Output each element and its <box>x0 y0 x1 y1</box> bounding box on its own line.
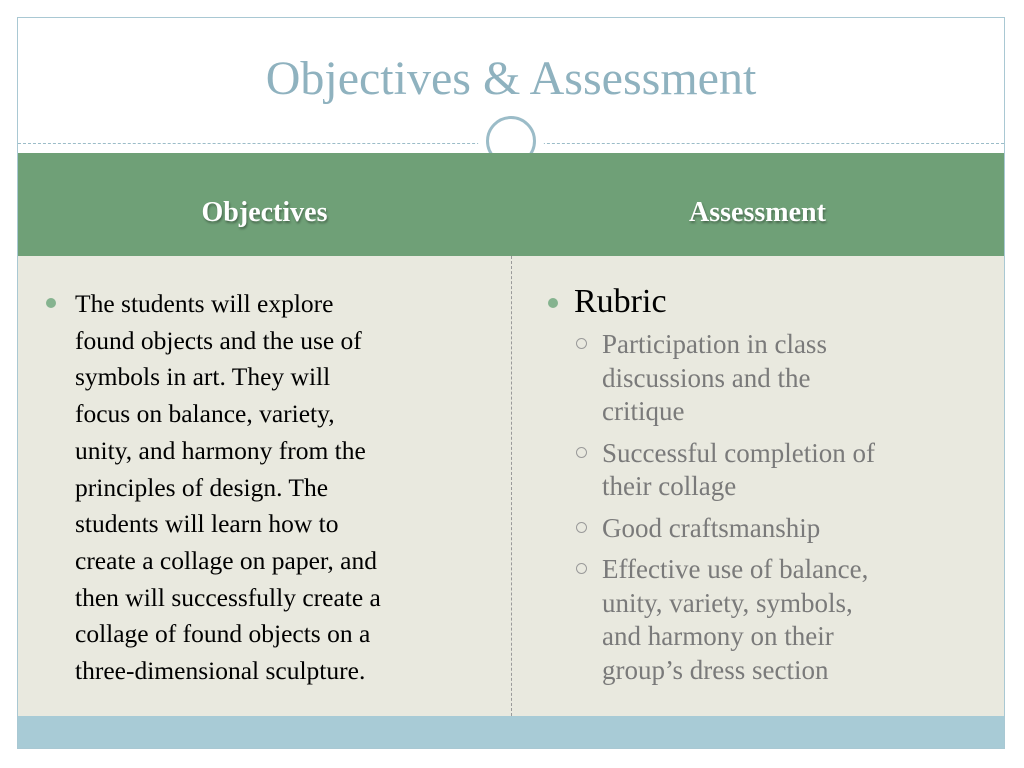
rubric-label: Rubric <box>574 283 667 320</box>
objectives-line: three-dimensional sculpture. <box>75 656 366 686</box>
objectives-line: focus on balance, variety, <box>75 399 335 429</box>
objectives-line: The students will explore <box>75 289 334 318</box>
objectives-line: create a collage on paper, and <box>75 545 377 575</box>
criterion-text <box>602 553 868 687</box>
criterion-text <box>602 437 875 504</box>
objectives-line: collage of found objects on a <box>75 619 371 649</box>
criterion-text <box>602 328 827 429</box>
table-body <box>18 256 1004 716</box>
ring-bullet-icon <box>576 338 587 349</box>
objectives-line: students will learn how to <box>75 509 339 539</box>
objectives-line: symbols in art. They will <box>75 362 331 392</box>
criterion-line: Successful completion of <box>602 437 875 468</box>
rubric-criterion <box>576 328 984 429</box>
criterion-line: Good craftsmanship <box>602 512 821 543</box>
criterion-text <box>602 512 820 546</box>
objectives-line: principles of design. The <box>75 472 329 502</box>
objectives-line: found objects and the use of <box>75 325 362 355</box>
objectives-bullet <box>46 286 491 690</box>
criterion-line: their collage <box>602 471 737 501</box>
header-assessment: Assessment <box>689 197 826 228</box>
criterion-line: Effective use of balance, <box>602 554 869 584</box>
header-objectives: Objectives <box>201 197 328 228</box>
criterion-line: and harmony on their <box>602 621 834 651</box>
table-header <box>18 153 1004 256</box>
objectives-line: unity, and harmony from the <box>75 435 366 465</box>
ring-bullet-icon <box>576 522 587 533</box>
objectives-line: then will successfully create a <box>75 582 381 612</box>
rubric-criteria-list <box>548 328 984 687</box>
criterion-line: critique <box>602 396 685 426</box>
slide-title: Objectives & Assessment <box>265 52 757 105</box>
rubric-bullet <box>548 282 984 322</box>
objectives-text <box>75 286 381 690</box>
criterion-line: Participation in class <box>602 329 827 359</box>
ring-bullet-icon <box>576 447 587 458</box>
criterion-line: discussions and the <box>602 362 811 393</box>
bullet-dot-icon <box>548 298 558 308</box>
bullet-dot-icon <box>46 298 56 308</box>
footer-band <box>18 716 1004 748</box>
objectives-cell <box>18 256 512 716</box>
assessment-cell <box>512 256 1004 716</box>
criterion-line: unity, variety, symbols, <box>602 587 853 618</box>
rubric-criterion <box>576 553 984 687</box>
ring-bullet-icon <box>576 563 587 574</box>
rubric-criterion <box>576 512 984 546</box>
rubric-criterion <box>576 437 984 504</box>
criterion-line: group’s dress section <box>602 654 829 685</box>
